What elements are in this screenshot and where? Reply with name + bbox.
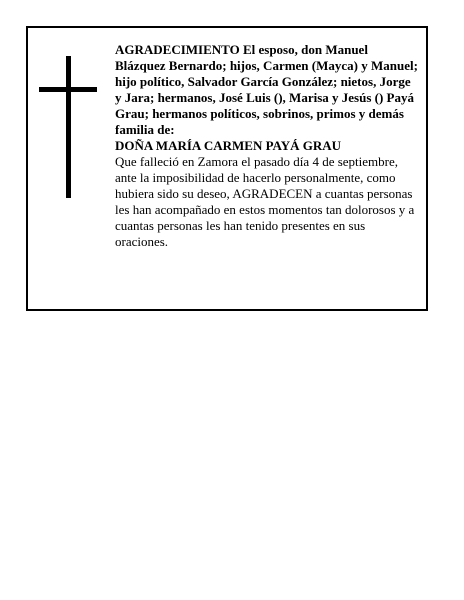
notice-intro: AGRADECIMIENTO El esposo, don Manuel Blázquez Bernardo; hijos, Carmen (Mayca) y Manuel; hijo político, Salvador García González; nietos, Jorge y Jara; hermanos, José Luis (), Marisa y Jesús () Payá Grau; hermanos políticos, sobrinos, primos y demás familia de: xyxy=(115,42,418,137)
notice-body: Que falleció en Zamora el pasado día 4 de septiembre, ante la imposibilidad de hacerlo personalmente, como hubiera sido su deseo, AGRADECEN a cuantas personas les han acompañado en estos momentos tan dolorosos y a cuantas personas les han tenido presentes en sus oraciones. xyxy=(115,154,415,249)
cross-horizontal-bar xyxy=(39,87,97,92)
notice-text xyxy=(115,42,420,250)
funeral-notice xyxy=(26,26,428,311)
cross-icon xyxy=(39,56,97,198)
deceased-name: DOÑA MARÍA CARMEN PAYÁ GRAU xyxy=(115,138,342,153)
cross-vertical-bar xyxy=(66,56,71,198)
